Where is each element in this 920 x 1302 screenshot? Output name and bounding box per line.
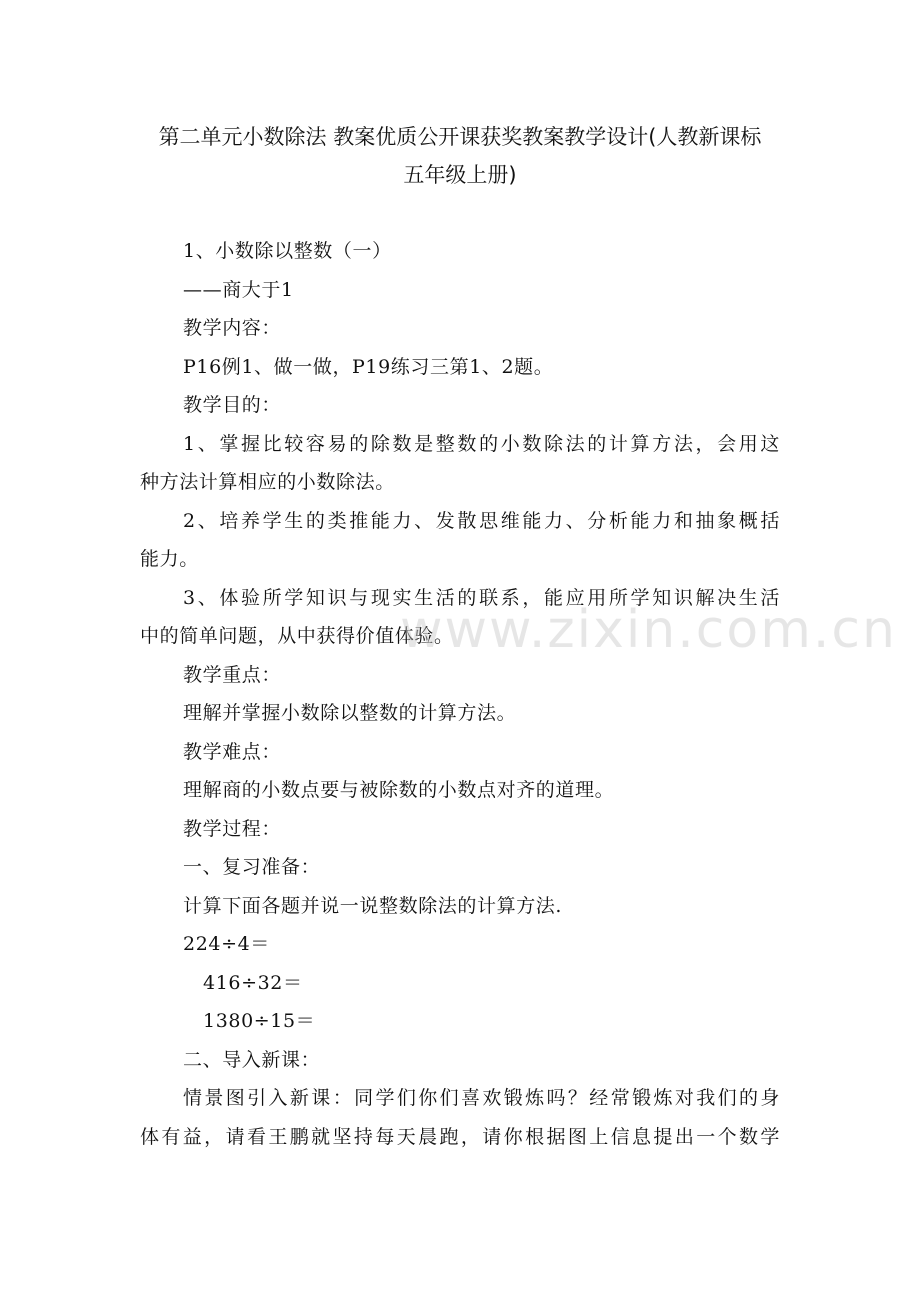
- goal-3-line-2: 中的简单问题，从中获得价值体验。: [140, 625, 454, 647]
- title-line-2: 五年级上册): [403, 163, 517, 187]
- intro-line-2: 体有益，请看王鹏就坚持每天晨跑，请你根据图上信息提出一个数学: [140, 1125, 780, 1148]
- goal-2-line-1: 2、培养学生的类推能力、发散思维能力、分析能力和抽象概括: [183, 509, 780, 532]
- section-label-goals: 教学目的：: [183, 394, 282, 416]
- title-line-1: 第二单元小数除法 教案优质公开课获奖教案教学设计(人教新课标: [158, 125, 762, 149]
- step-1-instruction: 计算下面各题并说一说整数除法的计算方法.: [183, 894, 563, 917]
- lesson-subheading: ——商大于1: [183, 278, 294, 301]
- section-label-content: 教学内容：: [183, 317, 282, 339]
- step-2-heading: 二、导入新课：: [183, 1048, 321, 1071]
- key-points-text: 理解并掌握小数除以整数的计算方法。: [183, 702, 517, 724]
- intro-line-1: 情景图引入新课：同学们你们喜欢锻炼吗？经常锻炼对我们的身: [183, 1087, 780, 1109]
- section-label-difficulties: 教学难点：: [183, 740, 282, 763]
- lesson-heading: 1、小数除以整数（一）: [183, 240, 392, 262]
- goal-1-line-1: 1、掌握比较容易的除数是整数的小数除法的计算方法，会用这: [183, 432, 780, 455]
- content-text: P16例1、做一做，P19练习三第1、2题。: [183, 355, 554, 378]
- section-label-key-points: 教学重点：: [183, 663, 282, 686]
- goal-3-line-1: 3、体验所学知识与现实生活的联系，能应用所学知识解决生活: [183, 586, 780, 609]
- step-1-heading: 一、复习准备：: [183, 856, 321, 878]
- exercise-3: 1380÷15＝: [203, 1010, 316, 1032]
- exercise-1: 224÷4＝: [183, 933, 270, 955]
- exercise-2: 416÷32＝: [203, 971, 303, 994]
- watermark-text: www.zixin.com.cn: [400, 600, 897, 660]
- document-title: [0, 118, 920, 194]
- section-label-process: 教学过程：: [183, 817, 282, 840]
- goal-2-line-2: 能力。: [140, 548, 199, 570]
- document-body: [140, 232, 780, 1156]
- difficulties-text: 理解商的小数点要与被除数的小数点对齐的道理。: [183, 779, 615, 801]
- goal-1-line-2: 种方法计算相应的小数除法。: [140, 471, 395, 493]
